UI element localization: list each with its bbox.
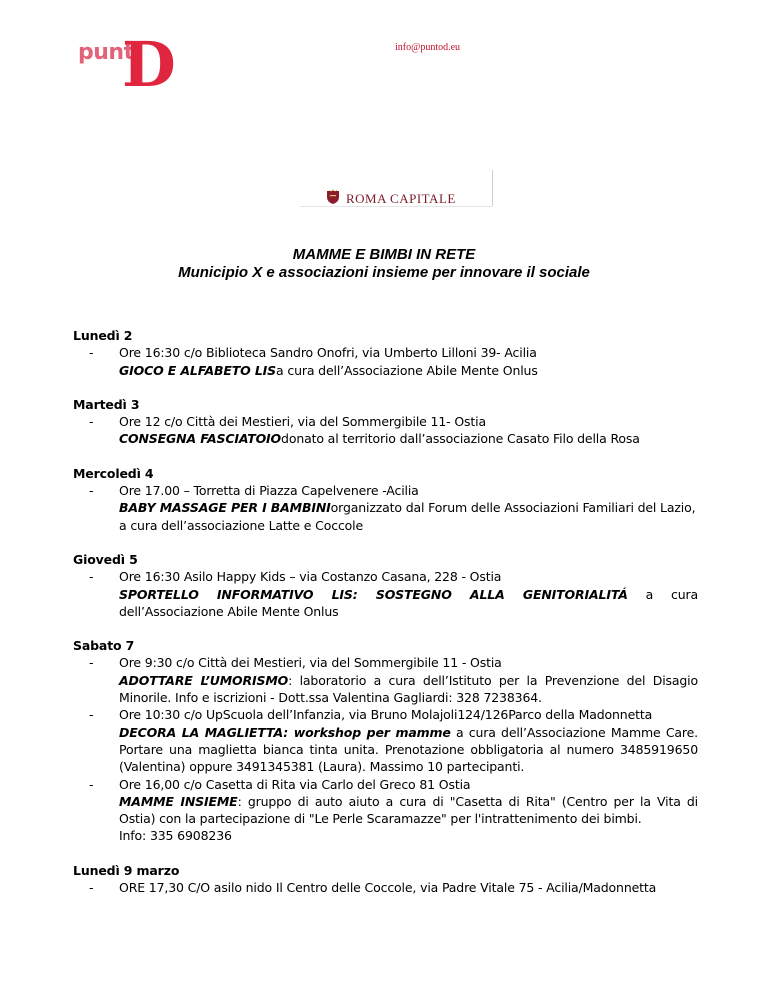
event-description: : laboratorio a cura dell’Istituto per la Prevenzione del Disagio Minorile. Info e iscrizioni - Dott.ssa Valentina Gagliardi: 328 7238364. xyxy=(119,672,698,706)
day-heading: Martedì 3 xyxy=(73,396,140,412)
event-description: organizzato dal Forum delle Associazioni Familiari del Lazio, a cura dell’associazione Latte e Coccole xyxy=(119,500,696,533)
event-description: a cura dell’Associazione Mamme Care. Portare una maglietta bianca tinta unita. Prenotazione obbligatoria al numero 3485919650 (Valentina) oppure 3491345381 (Laura). Massimo 10 partecipanti. xyxy=(119,724,699,775)
event-day xyxy=(73,465,698,534)
event-description: donato al territorio dall’associazione Casato Filo della Rosa xyxy=(281,431,640,447)
day-heading: Lunedì 2 xyxy=(73,328,133,343)
day-heading: Mercoledì 4 xyxy=(73,465,154,481)
event-item: - Ore 9:30 c/o Città dei Mestieri, via del Sommergibile 11 - Ostia ADOTTARE L’UMORISMO: laboratorio a cura dell’Istituto per la Prevenzione del Disagio Minorile. Info e iscrizioni - Dott.ssa Valentina Gagliardi: 328 7238364. xyxy=(89,655,698,706)
event-title: ADOTTARE L’UMORISMO xyxy=(119,672,289,688)
event-item: - ORE 17,30 C/O asilo nido Il Centro delle Coccole, via Padre Vitale 75 - Acilia/Madonnetta xyxy=(73,879,698,896)
event-title: CONSEGNA FASCIATOIO xyxy=(119,431,282,447)
event-item: - Ore 16,00 c/o Casetta di Rita via Carlo del Greco 81 Ostia MAMME INSIEME: gruppo di auto aiuto a cura di "Casetta di Rita" (Centro per la Vita di Ostia) con la partecipazione di "Le Perle Scaramazze" per l'intrattenimento dei bimbi. Info: 335 6908236 xyxy=(89,776,698,844)
logo-word: punt xyxy=(78,40,134,65)
puntod-logo xyxy=(78,28,178,101)
event-time: Ore 10:30 c/o UpScuola dell’Infanzia, via Bruno Molajoli124/126Parco della Madonnetta xyxy=(119,707,653,723)
event-info: Info: 335 6908236 xyxy=(119,828,232,844)
event-description: : gruppo di auto aiuto a cura di "Casetta di Rita" (Centro per la Vita di Ostia) con la partecipazione di "Le Perle Scaramazze" per l'intrattenimento dei bimbi. xyxy=(119,793,698,827)
event-description: a cura dell’Associazione Abile Mente Onlus xyxy=(276,362,538,378)
event-time: Ore 16,00 c/o Casetta di Rita via Carlo del Greco 81 Ostia xyxy=(119,776,471,792)
event-time: Ore 16:30 Asilo Happy Kids – via Costanzo Casana, 228 - Ostia xyxy=(119,569,502,585)
event-time: ORE 17,30 C/O asilo nido Il Centro delle Coccole, via Padre Vitale 75 - Acilia/Madonnetta xyxy=(119,880,657,896)
page-subtitle: Municipio X e associazioni insieme per innovare il sociale xyxy=(178,264,590,281)
event-day xyxy=(73,396,698,448)
event-title: GIOCO E ALFABETO LIS xyxy=(119,362,277,378)
event-item: - Ore 17.00 – Torretta di Piazza Capelvenere -Acilia BABY MASSAGE PER I BAMBINIorganizzato dal Forum delle Associazioni Familiari del Lazio, a cura dell’associazione Latte e Coccole xyxy=(73,482,698,534)
event-item: - Ore 12 c/o Città dei Mestieri, via del Sommergibile 11- Ostia CONSEGNA FASCIATOIOdonato al territorio dall’associazione Casato Filo della Rosa xyxy=(73,413,698,448)
event-description: a cura dell’Associazione Abile Mente Onlus xyxy=(119,586,698,619)
event-item: - Ore 16:30 c/o Biblioteca Sandro Onofri, via Umberto Lilloni 39- Acilia GIOCO E ALFABETO LISa cura dell’Associazione Abile Mente Onlus xyxy=(73,344,698,379)
event-day xyxy=(73,551,698,620)
sponsor-name: ROMA CAPITALE xyxy=(346,191,456,206)
page-title: MAMME E BIMBI IN RETE xyxy=(292,246,476,263)
event-item: - Ore 16:30 Asilo Happy Kids – via Costanzo Casana, 228 - Ostia SPORTELLO INFORMATIVO LIS: SOSTEGNO ALLA GENITORIALITÁ a cura dell’Associazione Abile Mente Onlus xyxy=(89,569,698,619)
event-time: Ore 16:30 c/o Biblioteca Sandro Onofri, via Umberto Lilloni 39- Acilia xyxy=(119,345,537,361)
roma-capitale-logo xyxy=(300,180,493,207)
event-time: Ore 17.00 – Torretta di Piazza Capelvenere -Acilia xyxy=(119,483,419,499)
event-day xyxy=(73,637,698,845)
event-title: BABY MASSAGE PER I BAMBINI xyxy=(119,500,331,516)
day-heading: Lunedì 9 marzo xyxy=(73,862,180,878)
event-time: Ore 9:30 c/o Città dei Mestieri, via del Sommergibile 11 - Ostia xyxy=(119,655,502,671)
events-list xyxy=(73,327,698,913)
day-heading: Giovedì 5 xyxy=(73,551,138,567)
contact-email[interactable]: info@puntod.eu xyxy=(395,42,461,53)
event-title: SPORTELLO INFORMATIVO LIS: SOSTEGNO ALLA GENITORIALITÁ xyxy=(119,586,628,602)
day-heading: Sabato 7 xyxy=(73,638,135,654)
logo-letter: D xyxy=(122,28,176,101)
roma-shield-icon xyxy=(326,189,340,205)
event-item: - Ore 10:30 c/o UpScuola dell’Infanzia, via Bruno Molajoli124/126Parco della Madonnetta DECORA LA MAGLIETTA: workshop per mamme a cura dell’Associazione Mamme Care. Portare una maglietta bianca tinta unita. Prenotazione obbligatoria al numero 3485919650 (Valentina) oppure 3491345381 (Laura). Massimo 10 partecipanti. xyxy=(89,707,699,775)
divider xyxy=(492,170,493,207)
event-title: DECORA LA MAGLIETTA: workshop per mamme xyxy=(119,724,451,740)
event-day xyxy=(73,862,698,897)
event-time: Ore 12 c/o Città dei Mestieri, via del Sommergibile 11- Ostia xyxy=(119,414,486,430)
event-day xyxy=(73,327,698,379)
event-title: MAMME INSIEME xyxy=(119,793,238,809)
